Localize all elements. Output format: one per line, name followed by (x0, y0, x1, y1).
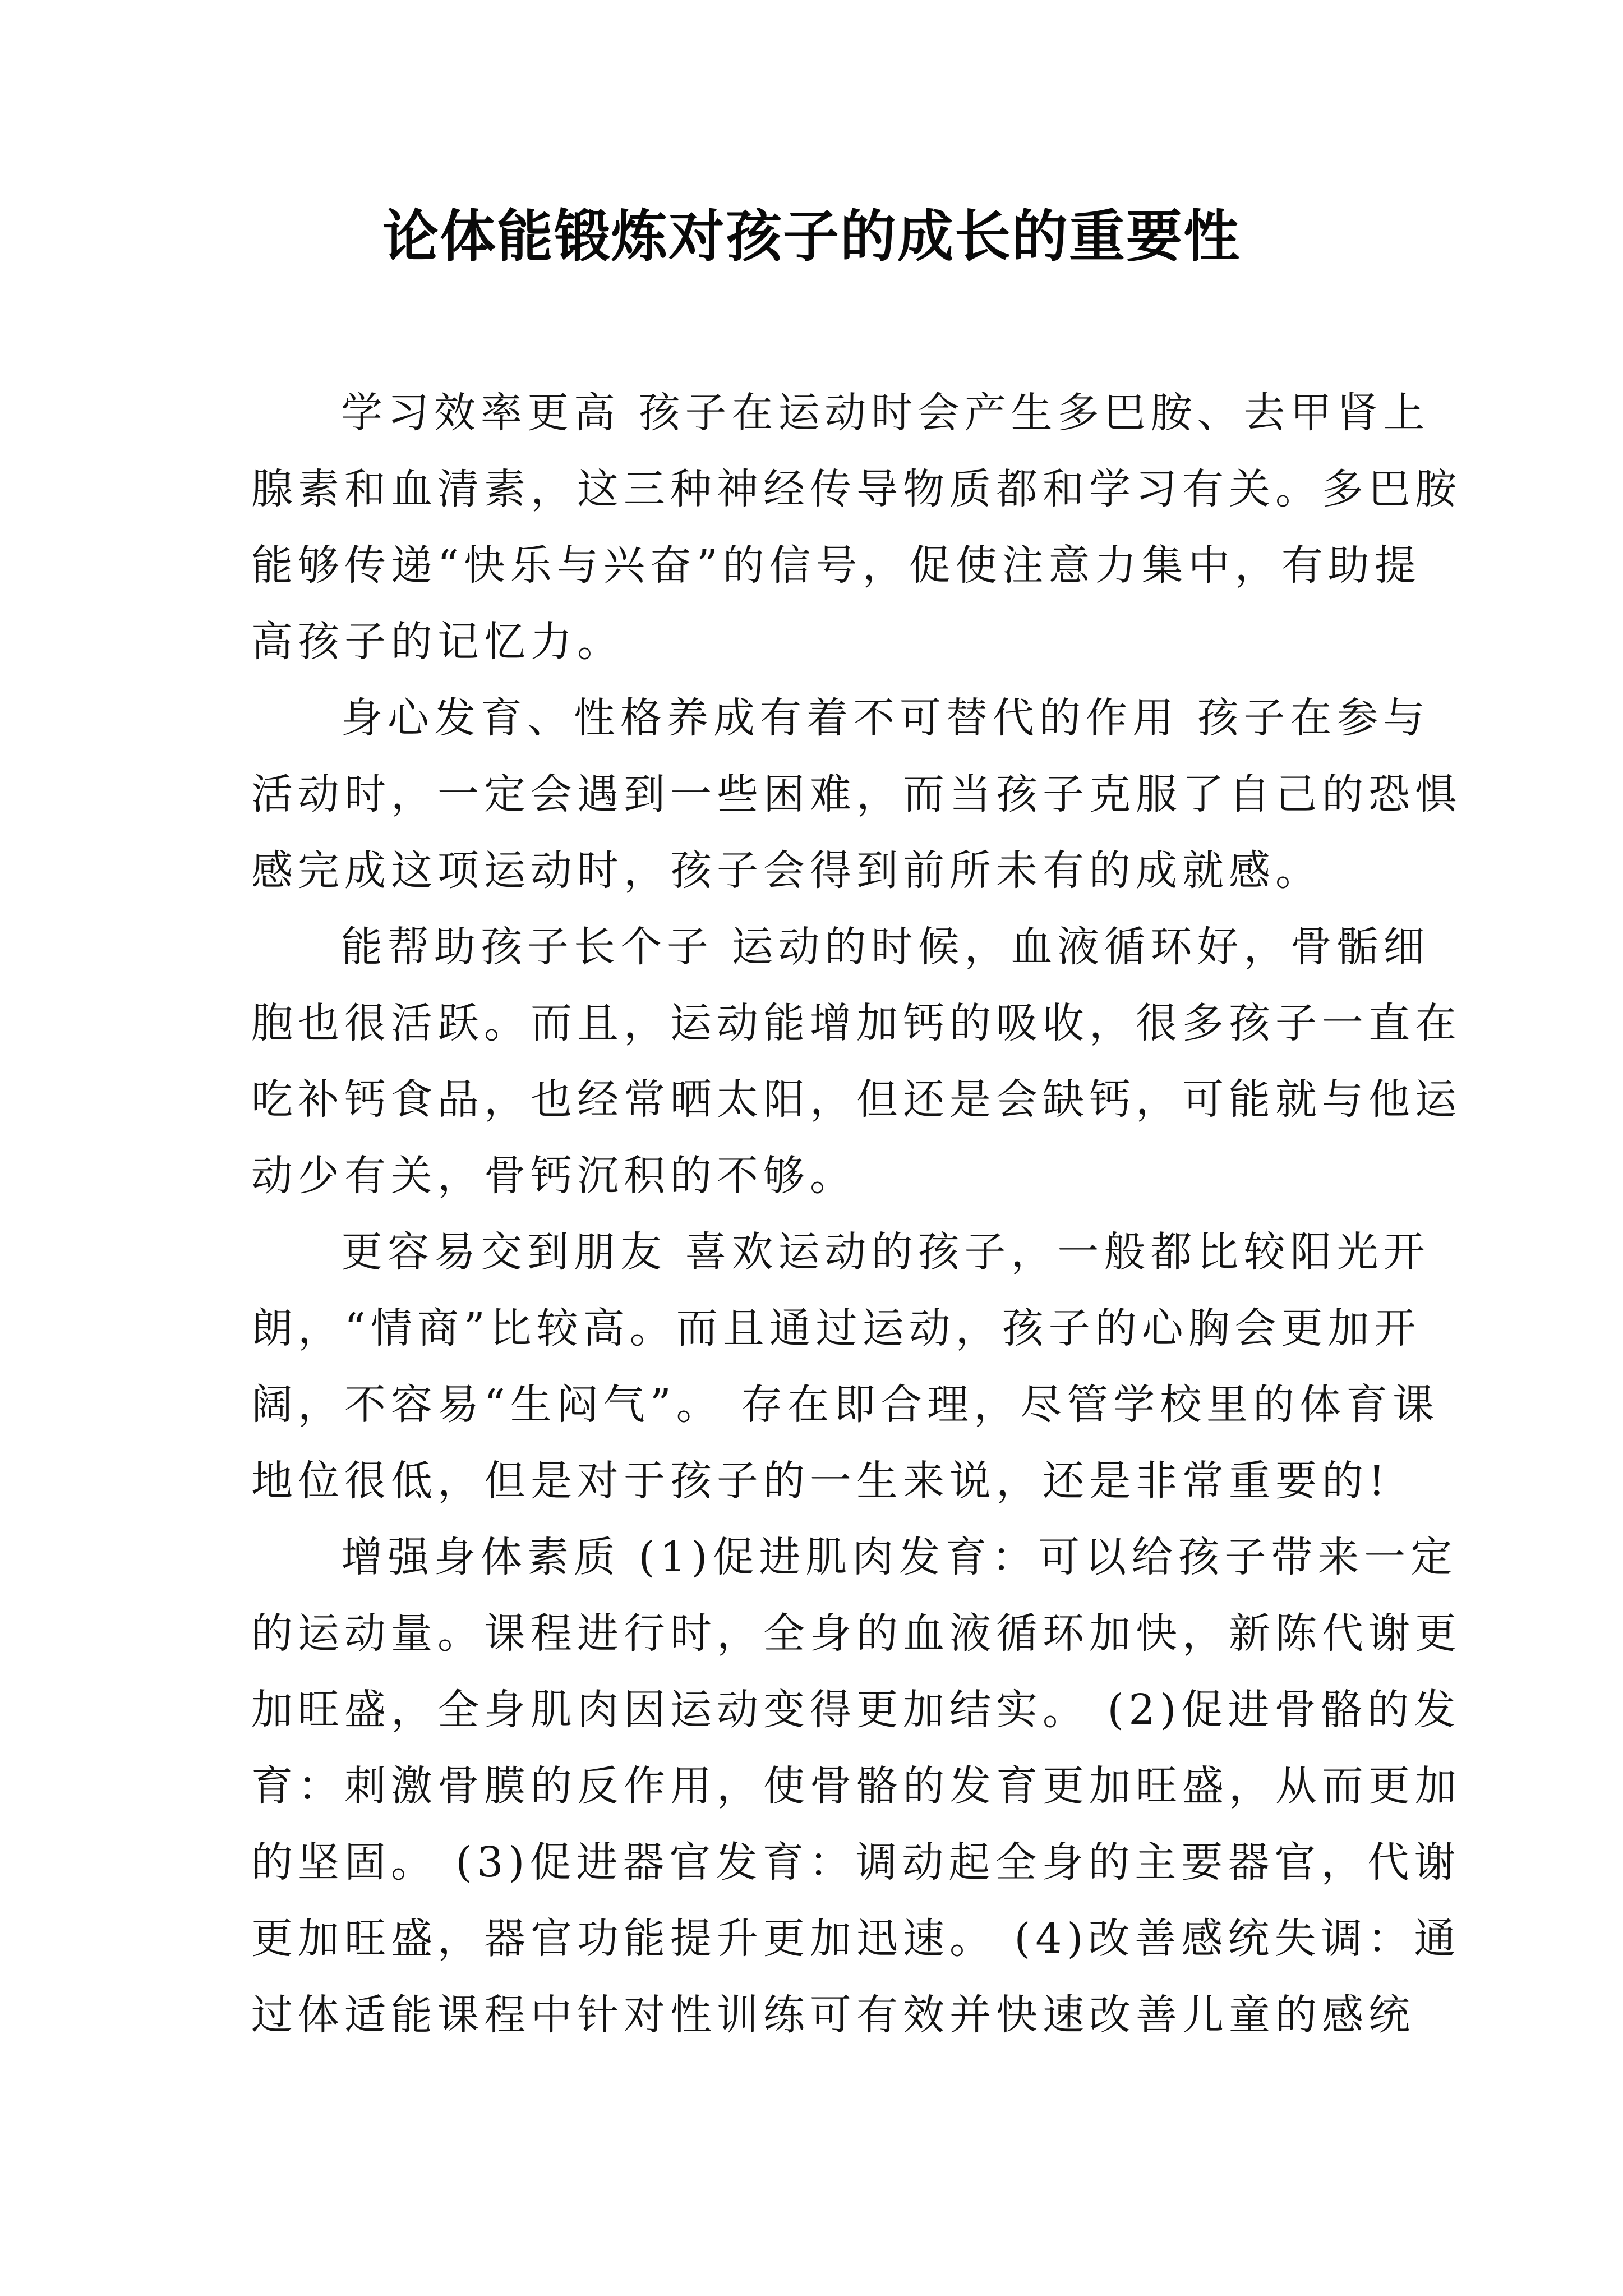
paragraph-line: 的坚固。 (3)促进器官发育：调动起全身的主要器官，代谢 (251, 1838, 1461, 1887)
paragraph-character-development (251, 680, 1461, 909)
paragraph-making-friends (251, 1214, 1440, 1519)
paragraph-line: 能帮助孩子长个子 运动的时候，血液循环好，骨骺细 (341, 923, 1430, 971)
paragraph-line: 增强身体素质 (1)促进肌肉发育：可以给孩子带来一定 (341, 1533, 1458, 1581)
paragraph-line: 阔，不容易“生闷气”。 存在即合理，尽管学校里的体育课 (251, 1381, 1440, 1429)
paragraph-line: 加旺盛，全身肌肉因运动变得更加结实。 (2)促进骨骼的发 (251, 1686, 1461, 1734)
paragraph-line: 能够传递“快乐与兴奋”的信号，促使注意力集中，有助提 (251, 541, 1421, 590)
paragraph-line: 胞也很活跃。而且，运动能增加钙的吸收，很多孩子一直在 (251, 999, 1461, 1047)
paragraph-line: 更容易交到朋友 喜欢运动的孩子，一般都比较阳光开 (341, 1228, 1430, 1276)
paragraph-line: 地位很低，但是对于孩子的一生来说，还是非常重要的! (251, 1457, 1390, 1505)
paragraph-line: 过体适能课程中针对性训练可有效并快速改善儿童的感统 (251, 1991, 1415, 2039)
document-body (251, 375, 1461, 2053)
paragraph-line: 吃补钙食品，也经常晒太阳，但还是会缺钙，可能就与他运 (251, 1075, 1461, 1124)
paragraph-line: 学习效率更高 孩子在运动时会产生多巴胺、去甲肾上 (341, 389, 1430, 437)
paragraph-line: 感完成这项运动时，孩子会得到前所未有的成就感。 (251, 846, 1322, 895)
paragraph-line: 高孩子的记忆力。 (251, 618, 624, 666)
paragraph-line: 育：刺激骨膜的反作用，使骨骼的发育更加旺盛，从而更加 (251, 1762, 1461, 1810)
paragraph-physical-fitness (251, 1519, 1461, 2053)
paragraph-line: 朗，“情商”比较高。而且通过运动，孩子的心胸会更加开 (251, 1304, 1421, 1352)
paragraph-line: 的运动量。课程进行时，全身的血液循环加快，新陈代谢更 (251, 1609, 1461, 1658)
paragraph-height-growth (251, 909, 1461, 1214)
paragraph-line: 腺素和血清素，这三种神经传导物质都和学习有关。多巴胺 (251, 465, 1461, 513)
paragraph-line: 身心发育、性格养成有着不可替代的作用 孩子在参与 (341, 694, 1430, 742)
paragraph-line: 更加旺盛，器官功能提升更加迅速。 (4)改善感统失调：通 (251, 1915, 1461, 1963)
paragraph-learning-efficiency (251, 375, 1461, 680)
paragraph-line: 动少有关，骨钙沉积的不够。 (251, 1152, 856, 1200)
paragraph-line: 活动时，一定会遇到一些困难，而当孩子克服了自己的恐惧 (251, 770, 1461, 818)
document-title: 论体能锻炼对孩子的成长的重要性 (382, 204, 1241, 269)
